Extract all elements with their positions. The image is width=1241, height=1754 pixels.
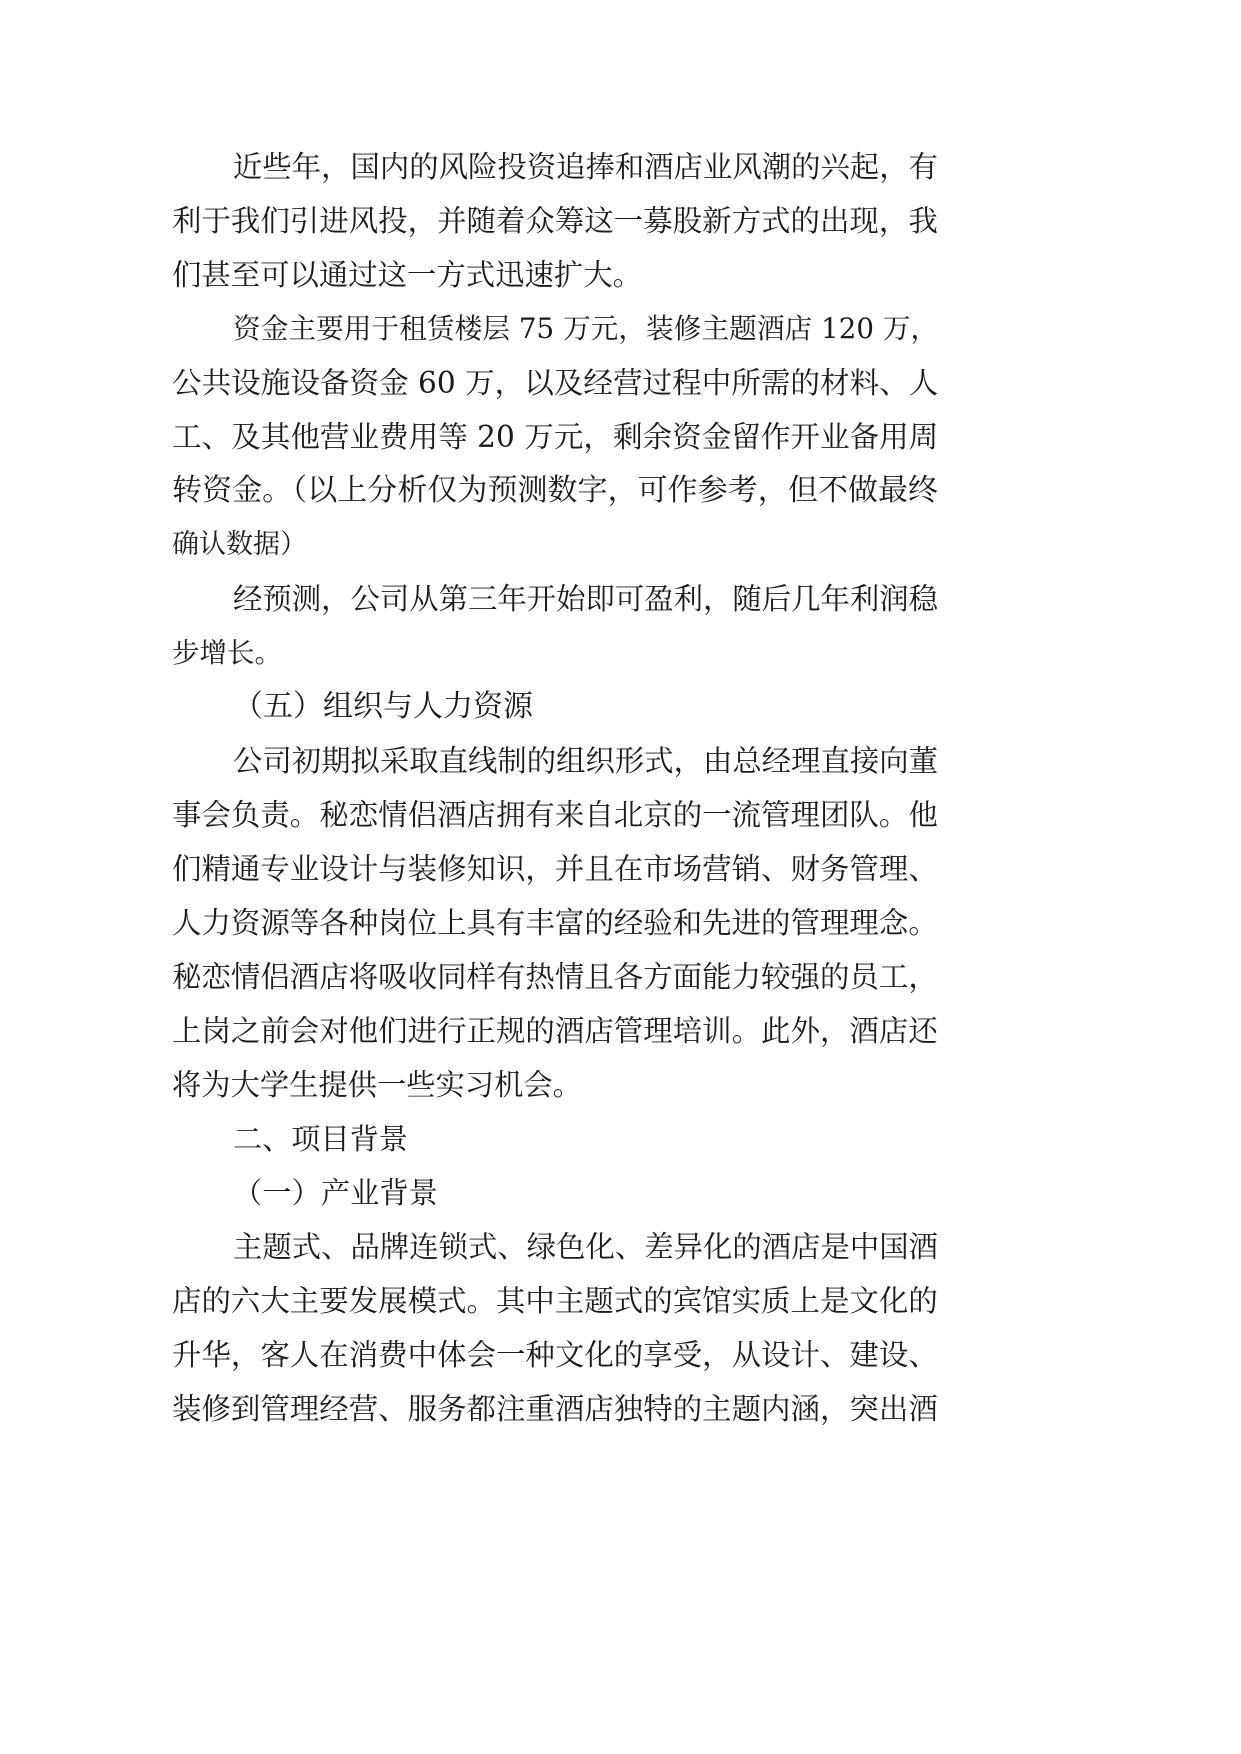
text-line: 经预测，公司从第三年开始即可盈利，随后几年利润稳 xyxy=(233,582,938,616)
text-line: 秘恋情侣酒店将吸收同样有热情且各方面能力较强的员工， xyxy=(172,960,938,994)
text-line: 确认数据） xyxy=(172,529,307,560)
section-heading: （五）组织与人力资源 xyxy=(233,689,533,724)
text-line: 公共设施设备资金 60 万，以及经营过程中所需的材料、人 xyxy=(172,366,938,400)
text-line: 升华，客人在消费中体会一种文化的享受，从设计、建设、 xyxy=(172,1338,938,1372)
subsection-heading: （一）产业背景 xyxy=(233,1176,438,1210)
text-line: 装修到管理经营、服务都注重酒店独特的主题内涵，突出酒 xyxy=(172,1392,938,1426)
text-line: 近些年，国内的风险投资追捧和酒店业风潮的兴起，有 xyxy=(233,150,938,184)
text-line: 利于我们引进风投，并随着众筹这一募股新方式的出现，我 xyxy=(172,204,938,238)
section-heading: 二、项目背景 xyxy=(233,1122,408,1156)
text-line: 转资金。（以上分析仅为预测数字，可作参考，但不做最终 xyxy=(172,473,938,508)
text-line: 事会负责。秘恋情侣酒店拥有来自北京的一流管理团队。他 xyxy=(172,798,938,832)
text-line: 店的六大主要发展模式。其中主题式的宾馆实质上是文化的 xyxy=(172,1284,938,1318)
text-line: 上岗之前会对他们进行正规的酒店管理培训。此外，酒店还 xyxy=(172,1014,938,1048)
text-line: 工、及其他营业费用等 20 万元，剩余资金留作开业备用周 xyxy=(172,420,938,454)
text-line: 将为大学生提供一些实习机会。 xyxy=(172,1068,582,1102)
text-line: 们甚至可以通过这一方式迅速扩大。 xyxy=(172,258,642,292)
text-line: 们精通专业设计与装修知识，并且在市场营销、财务管理、 xyxy=(172,852,938,886)
text-line: 公司初期拟采取直线制的组织形式，由总经理直接向董 xyxy=(233,744,938,778)
text-line: 人力资源等各种岗位上具有丰富的经验和先进的管理理念。 xyxy=(172,906,938,940)
text-line: 主题式、品牌连锁式、绿色化、差异化的酒店是中国酒 xyxy=(233,1230,938,1264)
text-line: 资金主要用于租赁楼层 75 万元，装修主题酒店 120 万， xyxy=(233,312,938,345)
text-line: 步增长。 xyxy=(172,637,282,669)
